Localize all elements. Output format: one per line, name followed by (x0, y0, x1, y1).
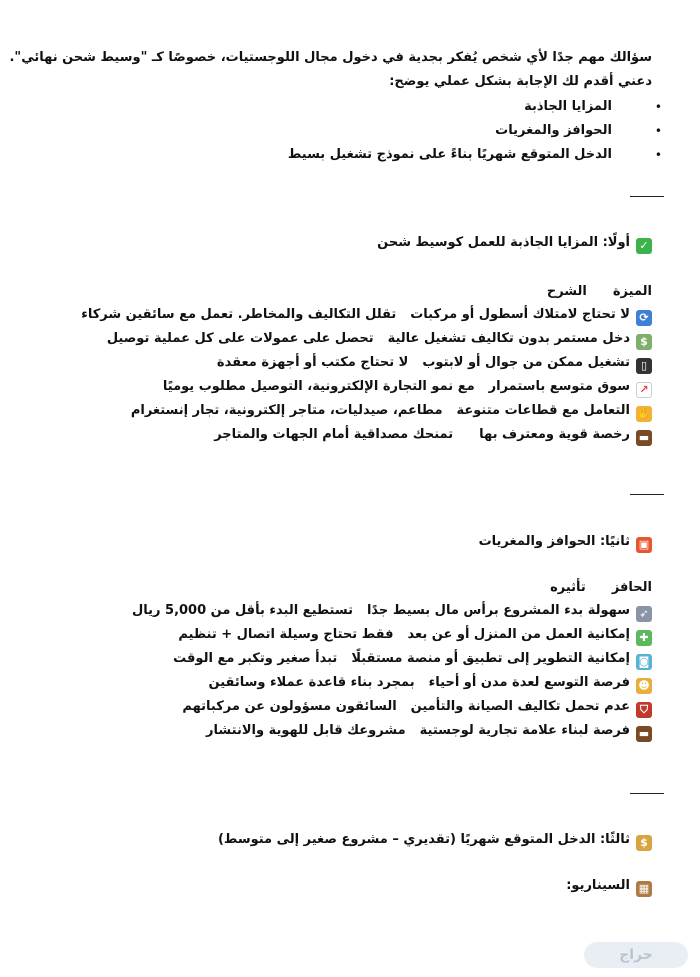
section3-title-text: ثالثًا: الدخل المتوقع شهريًا (تقديري – مشروع صغير إلى متوسط) (217, 832, 630, 847)
intro-line-1: سؤالك مهم جدًا لأي شخص يُفكر بجدية في دخول مجال اللوجستيات، خصوصًا كـ "وسيط شحن نهائي". (9, 50, 652, 65)
row-desc: تبدأ صغير وتكبر مع الوقت (173, 651, 338, 666)
row-feature: فرصة لبناء علامة تجارية لوجستية (419, 723, 630, 738)
row-feature: عدم تحمل تكاليف الصيانة والتأمين (410, 699, 630, 714)
row-desc: تستطيع البدء بأقل من 5,000 ريال (131, 603, 353, 618)
table-row (24, 401, 652, 422)
table-row (24, 377, 652, 398)
section1-title (24, 233, 652, 254)
row-desc: مطاعم، صيدليات، متاجر إلكترونية، تجار إنستغرام (130, 403, 443, 418)
intro-bullet-1: • المزايا الجاذبة (24, 97, 612, 117)
phone-icon: ▯ (636, 358, 652, 374)
row-desc: فقط تحتاج وسيلة اتصال + تنظيم (178, 627, 394, 642)
worker-icon: ☻ (636, 678, 652, 694)
section4-title (24, 876, 652, 897)
briefcase-icon: ▬ (636, 726, 652, 742)
row-feature: فرصة التوسع لعدة مدن أو أحياء (428, 675, 630, 690)
divider (630, 494, 664, 495)
briefcase-icon: ▬ (636, 430, 652, 446)
row-desc: تحصل على عمولات على كل عملية توصيل (106, 331, 374, 346)
robot-icon: ◙ (636, 654, 652, 670)
money-icon: $ (636, 334, 652, 350)
table-row (24, 329, 652, 350)
shield-icon: ⛉ (636, 702, 652, 718)
section2-title-text: ثانيًا: الحوافز والمغريات (478, 534, 630, 549)
row-desc: بمجرد بناء قاعدة عملاء وسائقين (208, 675, 415, 690)
table-row (24, 721, 652, 742)
section4-title-text: السيناريو: (566, 878, 630, 893)
table-row (24, 601, 652, 622)
watermark-logo: حراج (584, 942, 688, 968)
table-row (24, 353, 652, 374)
row-desc: تمنحك مصداقية أمام الجهات والمتاجر (214, 427, 454, 442)
intro-line-2: دعني أقدم لك الإجابة بشكل عملي يوضح: (389, 74, 652, 89)
section1-header-desc: الشرح (546, 284, 587, 299)
intro-bullet-3: • الدخل المتوقع شهريًا بناءً على نموذج تشغيل بسيط (24, 145, 612, 165)
rocket-icon: ➶ (636, 606, 652, 622)
table-row (24, 697, 652, 718)
row-feature: لا تحتاج لامتلاك أسطول أو مركبات (410, 307, 630, 322)
handshake-icon: ✋ (637, 407, 651, 420)
row-feature: رخصة قوية ومعترف بها (479, 427, 630, 442)
section1-table-header (24, 282, 652, 302)
intro-bullet-2: • الحوافز والمغريات (24, 121, 612, 141)
row-feature: سهولة بدء المشروع برأس مال بسيط جدًا (366, 603, 630, 618)
table-row (24, 305, 652, 326)
cycle-icon: ⟳ (636, 310, 652, 326)
row-feature: التعامل مع قطاعات متنوعة (456, 403, 630, 418)
table-row (24, 649, 652, 670)
row-feature: دخل مستمر بدون تكاليف تشغيل عالية (387, 331, 630, 346)
row-feature: سوق متوسع باستمرار (488, 379, 630, 394)
row-desc: السائقون مسؤولون عن مركباتهم (182, 699, 397, 714)
moneybag-icon: $ (636, 835, 652, 851)
puzzle-icon: ✚ (636, 630, 652, 646)
check-icon: ✓ (636, 238, 652, 254)
section2-header-desc: تأثيره (550, 580, 586, 595)
table-row (24, 625, 652, 646)
row-desc: مشروعك قابل للهوية والانتشار (206, 723, 406, 738)
chart-icon: ↗ (636, 382, 652, 398)
section1-header-feature: الميزة (612, 284, 652, 299)
divider (630, 793, 664, 794)
package-icon: ▦ (636, 881, 652, 897)
row-desc: لا تحتاج مكتب أو أجهزة معقدة (216, 355, 409, 370)
section2-title (24, 532, 652, 553)
row-feature: تشغيل ممكن من جوال أو لابتوب (422, 355, 630, 370)
gift-icon: ▣ (636, 537, 652, 553)
section2-header-feature: الحافز (611, 580, 652, 595)
section1-title-text: أولًا: المزايا الجاذبة للعمل كوسيط شحن (377, 235, 630, 250)
section2-table-header (24, 578, 652, 598)
divider (630, 196, 664, 197)
row-feature: إمكانية العمل من المنزل أو عن بعد (407, 627, 630, 642)
row-feature: إمكانية التطوير إلى تطبيق أو منصة مستقبلًا (351, 651, 630, 666)
section3-title (24, 830, 652, 851)
row-desc: تقلل التكاليف والمخاطر. تعمل مع سائقين شركاء (81, 307, 397, 322)
table-row (24, 425, 652, 446)
table-row (24, 673, 652, 694)
row-desc: مع نمو التجارة الإلكترونية، التوصيل مطلوب يوميًا (162, 379, 475, 394)
